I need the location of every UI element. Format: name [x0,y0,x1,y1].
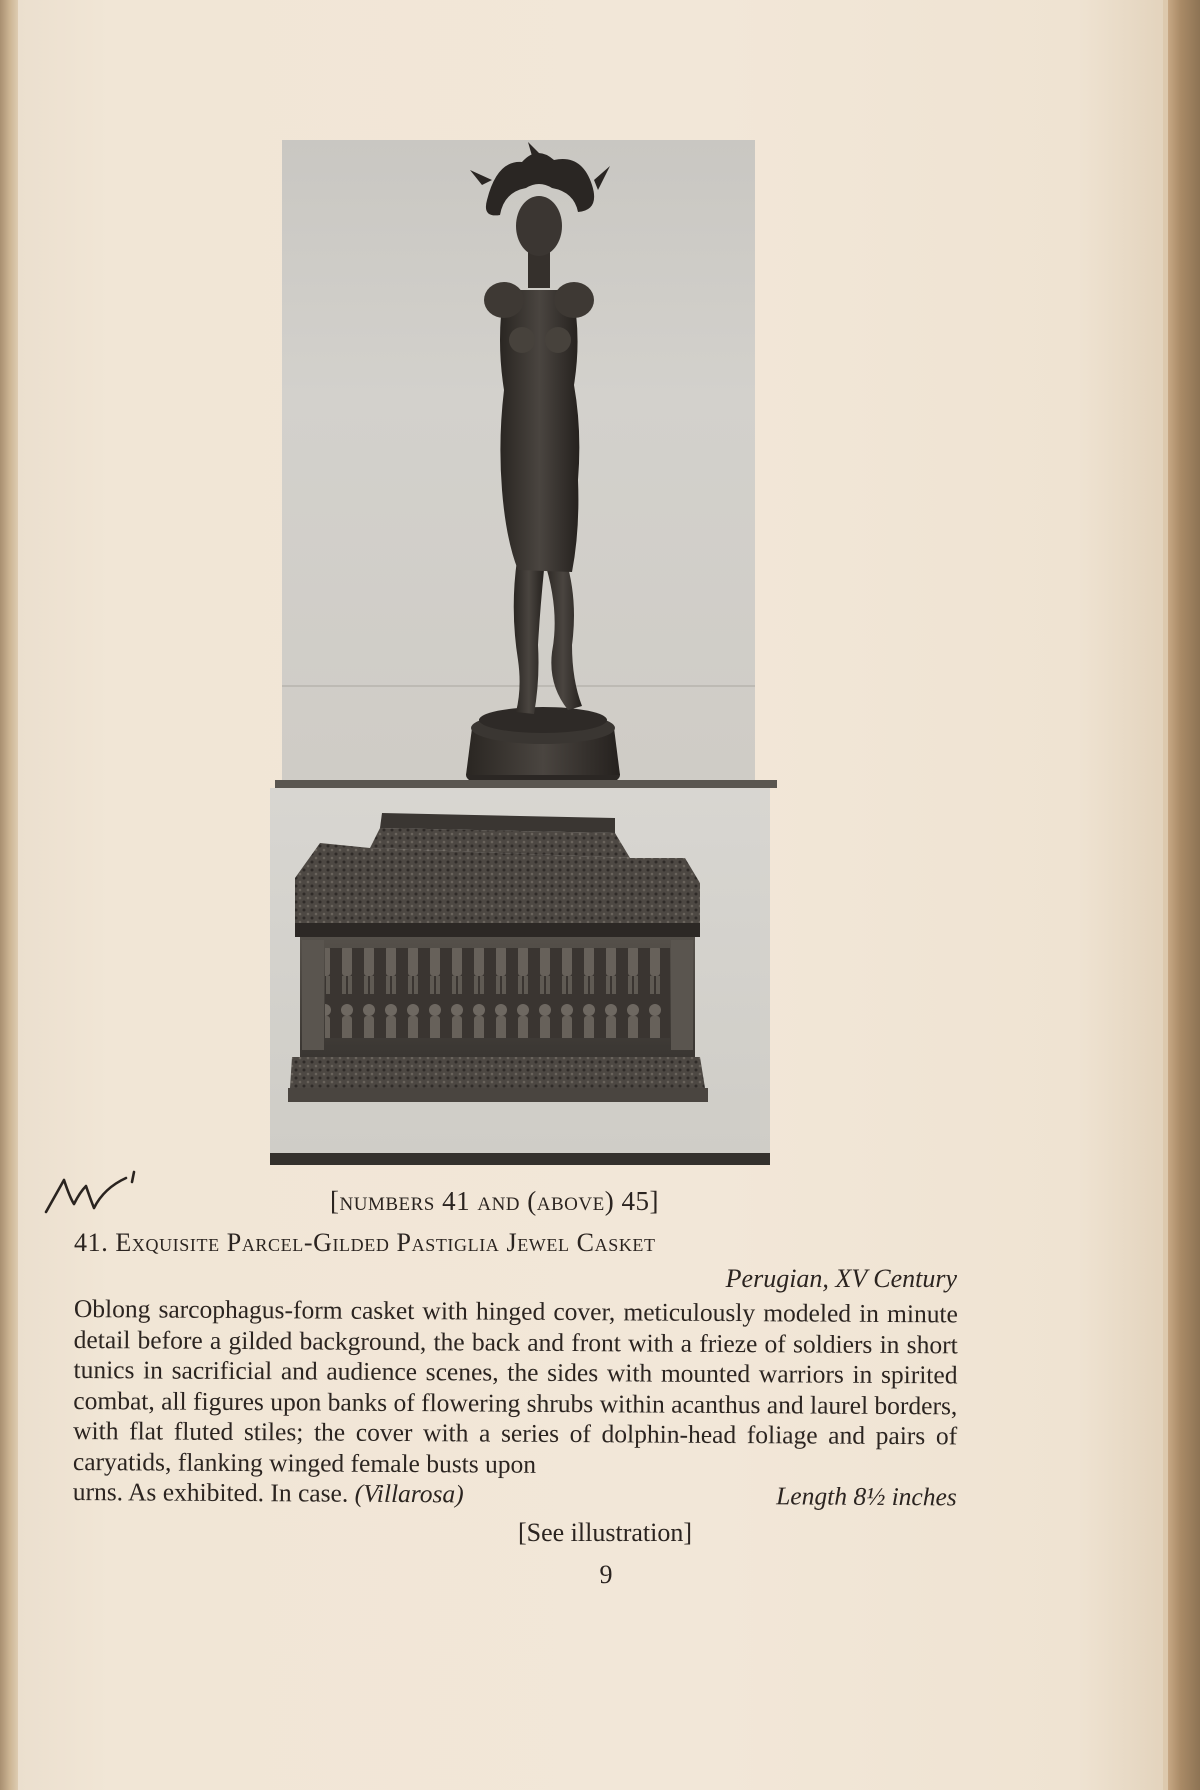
page-number: 9 [599,1560,613,1589]
handwritten-price-note [40,1168,150,1216]
provenance: (Villarosa) [354,1478,464,1509]
lot-description [73,1294,958,1513]
casket-photo [270,788,770,1153]
description-end-wrapper [73,1477,464,1510]
description-last-line [73,1477,957,1513]
caption-bracket-open: [ [330,1186,340,1216]
caption-text: numbers 41 and (above) 45 [339,1186,650,1216]
lot-title: 41. Exquisite Parcel-Gilded Pastiglia Jewel Casket [74,1228,656,1257]
bronze-statuette-figure [282,140,755,780]
description-text: Oblong sarcophagus-form casket with hinged cover, meticulously modeled in minute detail before a gilded background, the back and front with a frieze of soldiers in short tunics in sacrificial and audience scenes, the sides with mounted warriors in spirited combat, all figures upon banks of flowering shrubs within acanthus and laurel borders, with flat fluted stiles; the cover with a series of dolphin-head foliage and pairs of caryatids, flanking winged female busts upon [72,1294,958,1479]
pastiglia-casket-figure [270,788,770,1153]
plate-bottom-edge [270,1153,770,1165]
statuette-photo [282,140,755,780]
caption-bracket-close: ] [649,1186,659,1216]
lot-origin: Perugian, XV Century [725,1264,957,1293]
plate-caption [330,1186,659,1217]
measurement: Length 8½ inches [776,1481,957,1512]
photo-plate [270,140,770,1170]
plate-divider [275,780,777,788]
see-illustration-note: [See illustration] [517,1518,692,1547]
description-end: urns. As exhibited. In case. [72,1476,349,1508]
